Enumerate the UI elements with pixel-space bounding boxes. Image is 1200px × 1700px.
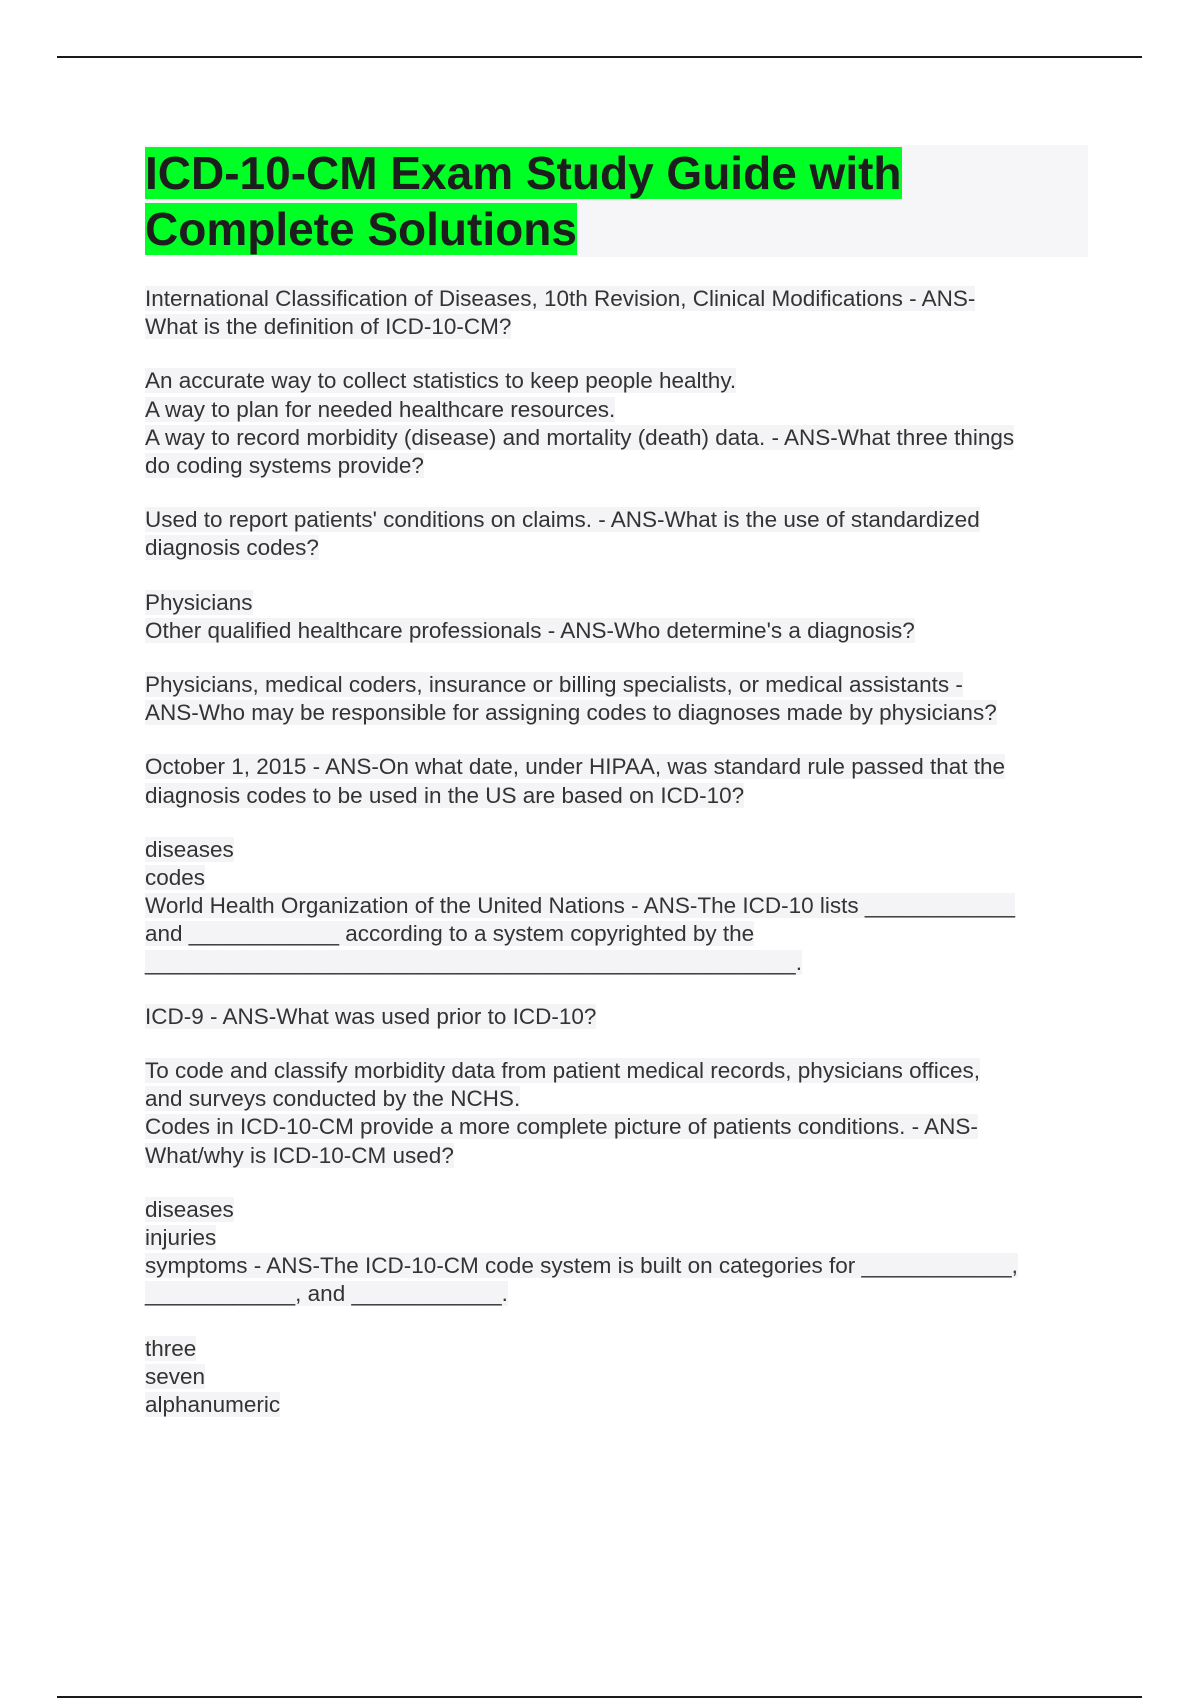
qa-line <box>145 1363 1090 1391</box>
qa-line <box>145 1057 1090 1085</box>
qa-line <box>145 1085 1090 1113</box>
qa-entry <box>145 1335 1090 1420</box>
qa-line-text: diagnosis codes? <box>145 535 319 561</box>
qa-entry <box>145 1057 1090 1170</box>
qa-line <box>145 864 1090 892</box>
qa-entry <box>145 506 1090 562</box>
qa-entry <box>145 367 1090 480</box>
qa-line <box>145 836 1090 864</box>
qa-line <box>145 699 1090 727</box>
qa-line <box>145 1142 1090 1170</box>
qa-line <box>145 782 1090 810</box>
title-block <box>145 145 1088 257</box>
qa-entry <box>145 836 1090 977</box>
qa-line <box>145 1113 1090 1141</box>
qa-line-text: What/why is ICD-10-CM used? <box>145 1142 454 1168</box>
qa-line <box>145 424 1090 452</box>
title-line-1: ICD-10-CM Exam Study Guide with <box>145 147 902 199</box>
bottom-rule <box>57 1696 1142 1698</box>
qa-line-text: ____________, and ____________. <box>145 1281 508 1307</box>
qa-line <box>145 452 1090 480</box>
qa-line-text: seven <box>145 1363 206 1389</box>
qa-line-text: To code and classify morbidity data from patient medical records, physicians offices, <box>145 1058 980 1084</box>
qa-line-text: alphanumeric <box>145 1392 281 1418</box>
qa-entry <box>145 1003 1090 1031</box>
qa-list <box>145 285 1090 1445</box>
qa-line <box>145 949 1090 977</box>
qa-entry <box>145 671 1090 727</box>
qa-line-text: ANS-Who may be responsible for assigning codes to diagnoses made by physicians? <box>145 700 997 726</box>
page-title <box>145 145 965 257</box>
qa-line-text: three <box>145 1335 197 1361</box>
qa-line-text: October 1, 2015 - ANS-On what date, under HIPAA, was standard rule passed that the <box>145 754 1006 780</box>
qa-line <box>145 920 1090 948</box>
qa-entry <box>145 1196 1090 1309</box>
qa-line <box>145 367 1090 395</box>
qa-line-text: ICD-9 - ANS-What was used prior to ICD-10? <box>145 1003 597 1029</box>
qa-line <box>145 671 1090 699</box>
qa-line-text: Other qualified healthcare professionals - ANS-Who determine's a diagnosis? <box>145 617 915 643</box>
qa-line-text: do coding systems provide? <box>145 453 424 479</box>
qa-line-text: What is the definition of ICD-10-CM? <box>145 314 512 340</box>
qa-line-text: and surveys conducted by the NCHS. <box>145 1086 521 1112</box>
qa-line <box>145 534 1090 562</box>
qa-line <box>145 1335 1090 1363</box>
qa-line <box>145 396 1090 424</box>
qa-line-text: injuries <box>145 1225 217 1251</box>
qa-line <box>145 313 1090 341</box>
qa-line <box>145 753 1090 781</box>
qa-line-text: International Classification of Diseases, 10th Revision, Clinical Modifications - ANS- <box>145 286 976 311</box>
qa-line <box>145 1280 1090 1308</box>
qa-line-text: Codes in ICD-10-CM provide a more complete picture of patients conditions. - ANS- <box>145 1114 978 1140</box>
qa-entry <box>145 753 1090 809</box>
qa-line-text: ____________________________________________________. <box>145 949 802 975</box>
top-rule <box>57 56 1142 58</box>
qa-line <box>145 1391 1090 1419</box>
qa-line-text: and ____________ according to a system copyrighted by the <box>145 921 755 947</box>
qa-line <box>145 1224 1090 1252</box>
qa-line <box>145 285 1090 313</box>
qa-line-text: World Health Organization of the United Nations - ANS-The ICD-10 lists ____________ <box>145 893 1016 919</box>
qa-line-text: Physicians <box>145 589 253 615</box>
qa-line-text: diseases <box>145 836 234 862</box>
qa-line-text: diseases <box>145 1196 234 1222</box>
qa-line <box>145 1003 1090 1031</box>
qa-line-text: Physicians, medical coders, insurance or billing specialists, or medical assistants - <box>145 672 963 698</box>
qa-line-text: symptoms - ANS-The ICD-10-CM code system is built on categories for ____________, <box>145 1253 1018 1279</box>
qa-entry <box>145 589 1090 645</box>
qa-line-text: A way to plan for needed healthcare resources. <box>145 396 616 422</box>
qa-line <box>145 589 1090 617</box>
qa-line <box>145 1196 1090 1224</box>
qa-line <box>145 892 1090 920</box>
qa-line-text: A way to record morbidity (disease) and mortality (death) data. - ANS-What three things <box>145 424 1015 450</box>
qa-entry <box>145 285 1090 341</box>
qa-line-text: codes <box>145 865 206 891</box>
qa-line <box>145 506 1090 534</box>
qa-line-text: An accurate way to collect statistics to keep people healthy. <box>145 368 737 394</box>
qa-line <box>145 1252 1090 1280</box>
qa-line-text: diagnosis codes to be used in the US are based on ICD-10? <box>145 782 745 808</box>
title-line-2: Complete Solutions <box>145 203 577 255</box>
qa-line <box>145 617 1090 645</box>
qa-line-text: Used to report patients' conditions on claims. - ANS-What is the use of standardized <box>145 507 980 533</box>
